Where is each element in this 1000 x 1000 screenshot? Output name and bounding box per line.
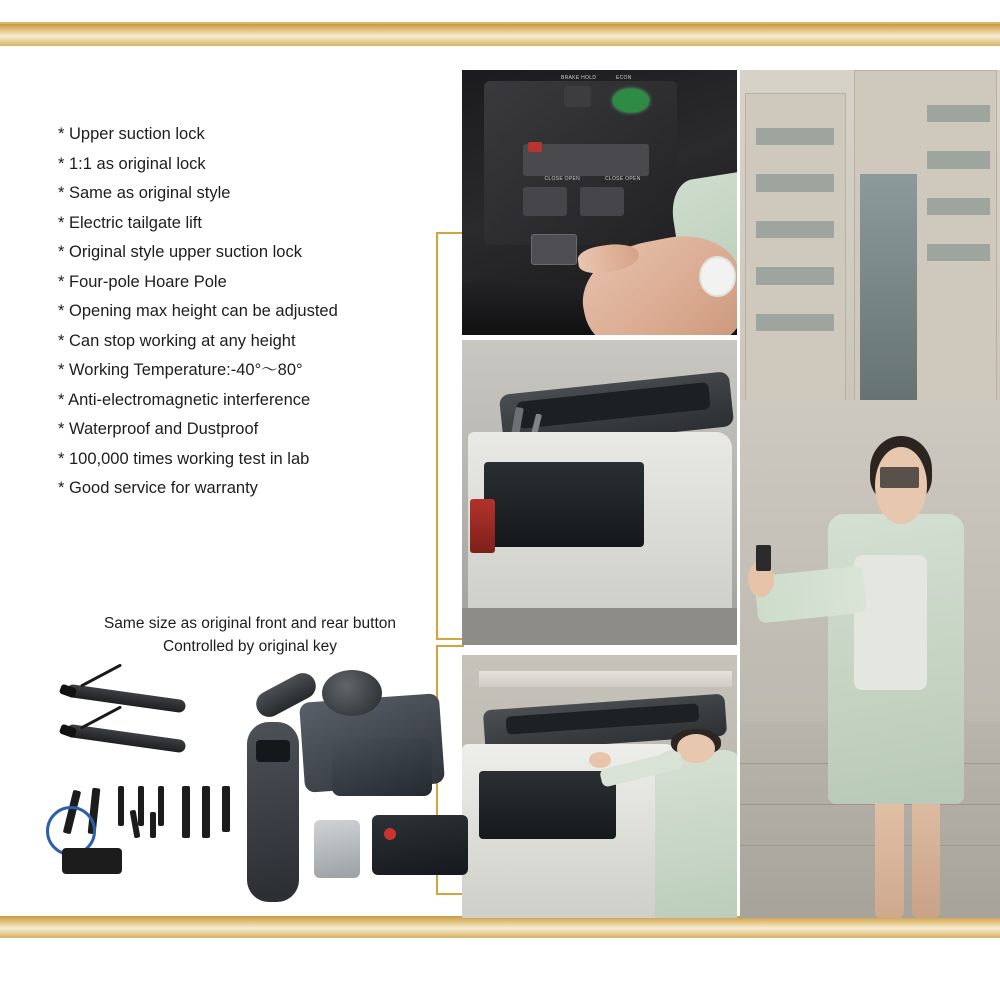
van-window (479, 771, 617, 839)
list-item: * Working Temperature:-40°～80° (58, 361, 303, 379)
econ-label: ECON (616, 75, 632, 82)
hand-pointing-tailgate-photo (462, 655, 737, 918)
top-white-strip (0, 0, 1000, 24)
woman-with-remote-key-photo (740, 400, 1000, 918)
right-door-switch (580, 187, 624, 216)
list-item: * 1:1 as original lock (58, 154, 206, 173)
latch-bracket-lower (332, 738, 432, 796)
person-jacket (655, 750, 738, 918)
parts-caption (40, 612, 460, 658)
wiring-harness-connector (62, 848, 122, 874)
mounting-clip (138, 786, 144, 826)
building-window (756, 174, 834, 191)
motor-drum (322, 670, 382, 716)
dashboard-tailgate-switch-photo (462, 70, 737, 335)
feature-list (58, 120, 458, 504)
list-item: * Electric tailgate lift (58, 213, 202, 232)
pointing-finger-icon (589, 752, 611, 768)
mounting-clip (202, 786, 210, 838)
connector-line-bottom (436, 645, 464, 647)
bottom-gold-bar (0, 916, 1000, 938)
list-item: * Original style upper suction lock (58, 243, 302, 261)
list-item: * Good service for warranty (58, 479, 258, 497)
strut-wire (80, 663, 122, 687)
tail-light (470, 499, 495, 554)
van-window (484, 462, 644, 547)
head (677, 734, 716, 763)
list-item: * Anti-electromagnetic interference (58, 390, 311, 409)
building-window (756, 267, 834, 284)
mounting-clip (182, 786, 190, 838)
ground (462, 608, 737, 645)
connector-line-vertical-top (436, 232, 438, 640)
control-module-box (372, 815, 468, 875)
list-item: * Can stop working at any height (58, 331, 296, 350)
building-window (927, 105, 989, 122)
list-item: * Same as original style (58, 184, 231, 202)
top-gold-edge-line (0, 22, 1000, 24)
mounting-clip (222, 786, 230, 832)
list-item: * Opening max height can be adjusted (58, 302, 338, 320)
latch-striker-plate (314, 820, 360, 878)
econ-button-icon (613, 89, 649, 113)
ceiling-bar (479, 671, 732, 687)
screw (150, 812, 156, 838)
connector-line-bottom-bottom (436, 893, 464, 895)
pavement-line (740, 804, 1000, 805)
pavement-line (740, 845, 1000, 846)
tailgate-switch-button (531, 234, 577, 265)
connector-line-top-bottom (436, 638, 464, 640)
list-item: * Upper suction lock (58, 125, 205, 143)
building-window (756, 128, 834, 145)
connector-line-top (436, 232, 464, 234)
remote-key-icon (756, 545, 772, 571)
list-item: * Four-pole Hoare Pole (58, 272, 227, 291)
building-window (756, 221, 834, 238)
tailgate-switch-button-part (256, 740, 290, 762)
lift-strut-part (66, 684, 187, 714)
close-open-left-label: CLOSE OPEN (544, 176, 581, 182)
parts-caption-line2: Controlled by original key (162, 638, 338, 655)
parts-caption-line1: Same size as original front and rear button (103, 615, 397, 632)
building-glass-panel (860, 174, 917, 418)
bracelet (699, 256, 736, 297)
top-gold-bar (0, 24, 1000, 46)
van-open-tailgate-photo (462, 340, 737, 645)
bottom-white-strip (0, 938, 1000, 1000)
strut-wire (80, 705, 122, 729)
list-item: * Waterproof and Dustproof (58, 420, 259, 438)
building-window (927, 198, 989, 215)
close-open-right-label: CLOSE OPEN (605, 176, 641, 182)
building-window (756, 314, 834, 331)
list-item: * 100,000 times working test in lab (58, 449, 310, 468)
mounting-clip (158, 786, 164, 826)
mounting-clip (118, 786, 124, 826)
top-garment (854, 555, 927, 690)
left-door-switch (523, 187, 567, 216)
sunglasses-icon (880, 467, 919, 488)
tailgate-lift-kit-parts-photo (32, 660, 452, 890)
building-window (927, 151, 989, 168)
brake-hold-label: BRAKE HOLD (561, 75, 597, 82)
brand-logo-icon (384, 828, 396, 840)
brake-hold-button (564, 86, 592, 107)
building-window (927, 244, 989, 261)
warning-indicator-icon (528, 142, 542, 153)
